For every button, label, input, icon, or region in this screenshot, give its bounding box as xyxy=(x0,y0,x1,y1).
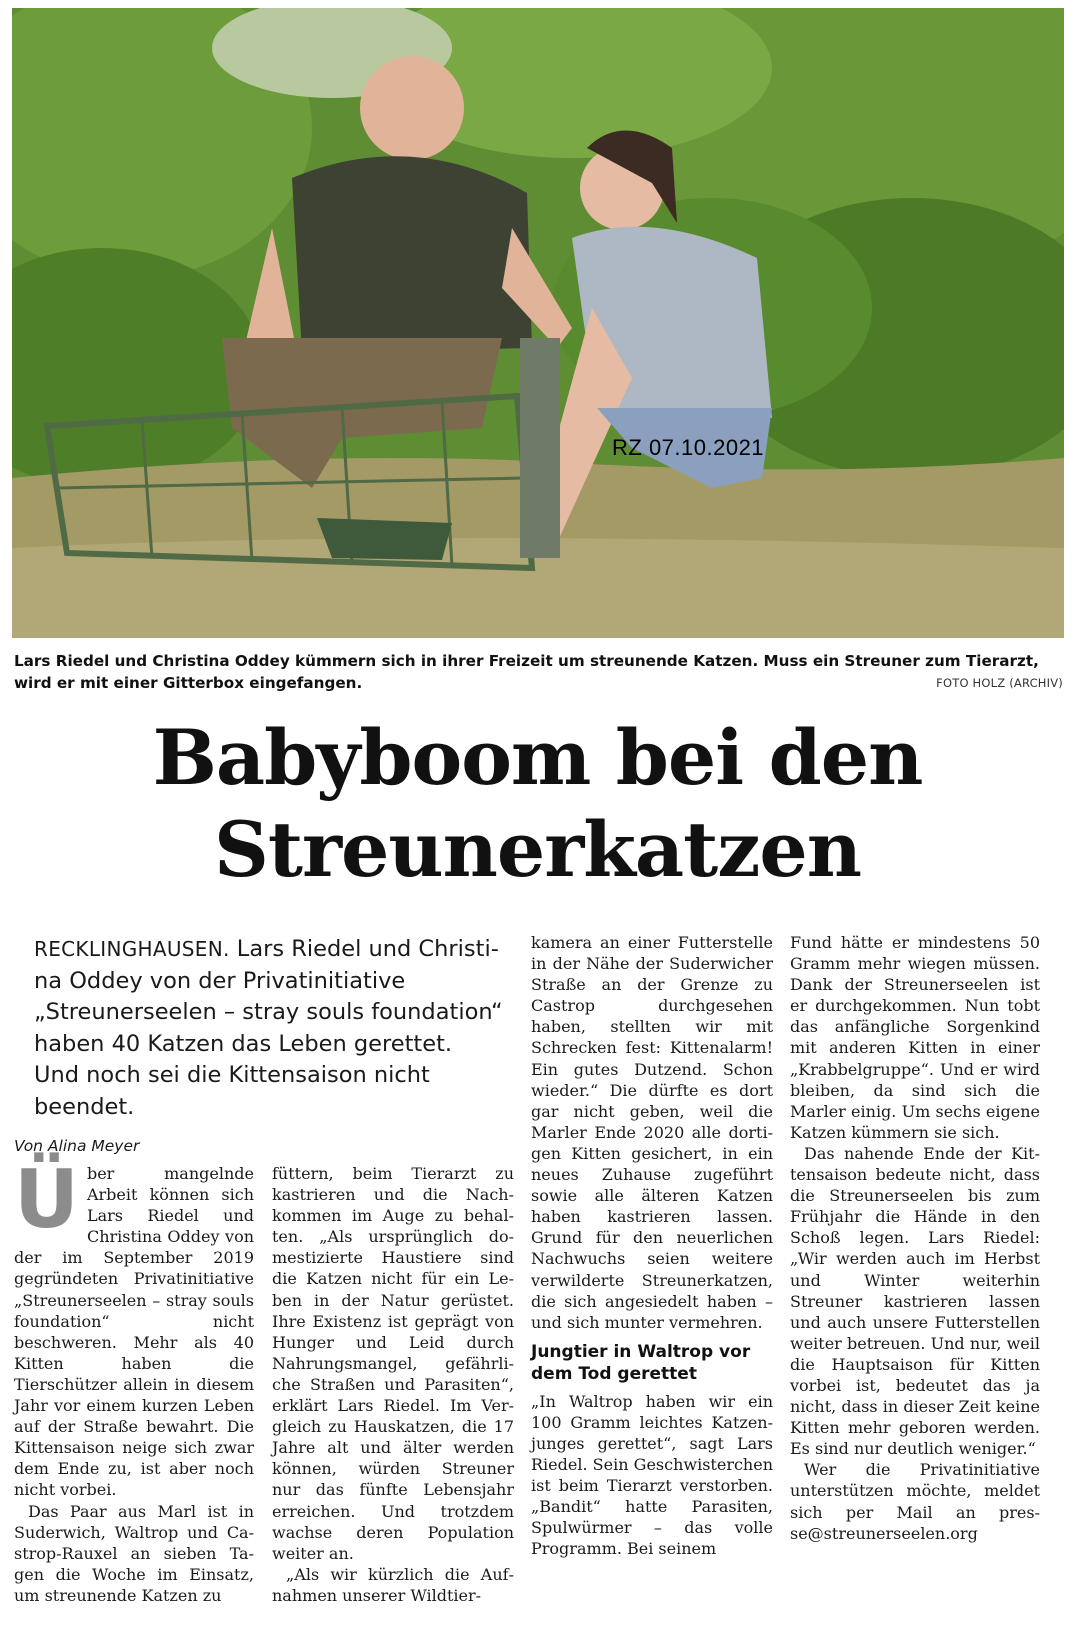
date-stamp: RZ 07.10.2021 xyxy=(612,435,765,460)
article-lead xyxy=(34,934,504,1123)
body-paragraph: Fund hätte er mindestens 50 Gramm mehr wiegen müssen. Dank der Streunerseelen ist er durchgekommen. Nun tobt das anfängliche Sorgenkind mit anderen Kitten in einer „Krabbelgruppe“. Und er wird bleiben, da sind sich die Marler einig. Um sechs eigene Katzen kümmern sie sich. xyxy=(790,933,1040,1142)
dateline: RECKLINGHAUSEN. xyxy=(34,937,230,961)
body-column-2 xyxy=(272,1163,514,1606)
article-photo xyxy=(12,8,1064,638)
author-byline: Von Alina Meyer xyxy=(14,1137,140,1155)
body-paragraph: Wer die Privatinitiative unterstützen möchte, meldet sich per Mail an presse@streunerseelen.org xyxy=(790,1460,1040,1543)
body-column-1 xyxy=(14,1153,254,1606)
body-paragraph: „Als wir kürzlich die Aufnahmen unserer Wildtier- xyxy=(272,1564,514,1605)
photo-illustration xyxy=(12,8,1064,638)
photo-caption: Lars Riedel und Christina Oddey kümmern sich in ihrer Freizeit um streunende Katzen. Muss ein Streuner zum Tierarzt, wird er mit einer Gitterbox eingefangen. xyxy=(14,652,1039,692)
photo-credit: FOTO HOLZ (ARCHIV) xyxy=(936,676,1063,690)
body-column-3 xyxy=(531,932,773,1560)
body-column-4 xyxy=(790,932,1040,1544)
body-paragraph: füttern, beim Tierarzt zu kastrieren und die Nachkommen im Auge zu behalten. „Als ursprünglich domestizierte Haustiere sind die Katzen nicht für ein Leben in der Natur gerüstet. Ihre Existenz ist geprägt von Hunger und Leid durch Nahrungsmangel, gefährliche Straßen und Parasiten“, erklärt Lars Riedel. Im Vergleich zu Hauskatzen, die 17 Jahre alt und älter werden können, würden Streuner nur das fünfte Lebensjahr erreichen. Und trotzdem wachse deren Population weiter an. xyxy=(272,1164,514,1563)
body-paragraph: kamera an einer Futterstelle in der Nähe der Suderwicher Straße an der Grenze zu Castrop durchgesehen haben, stellten wir mit Schrecken fest: Kittenalarm! Ein gutes Dutzend. Schon wieder.“ Die dürfte es dort gar nicht geben, weil die Marler Ende 2020 alle dortigen Kitten gesichert, in ein neues Zuhause zugeführt sowie alle älteren Katzen haben kastrieren lassen. Grund für den neuerlichen Nachwuchs seien weitere verwilderte Streunerkatzen, die sich angesiedelt haben – und sich munter vermehren. xyxy=(531,933,773,1332)
lead-text: Lars Riedel und Christina Oddey von der Privatinitiative „Streunerseelen – stray souls foundation“ haben 40 Katzen das Leben gerettet. Und noch sei die Kittensaison nicht beendet. xyxy=(34,936,503,1120)
body-paragraph: „In Waltrop haben wir ein 100 Gramm leichtes Katzenjunges gerettet“, sagt Lars Riedel. Sein Geschwisterchen ist beim Tierarzt verstorben. „Bandit“ hatte Parasiten, Spulwürmer – das volle Programm. Bei seinem xyxy=(531,1391,773,1559)
body-paragraph: Das nahende Ende der Kittensaison bedeute nicht, dass die Streunerseelen bis zum Frühjahr die Hände in den Schoß legen. Lars Riedel: „Wir werden auch im Herbst und Winter weiterhin Streuner kastrieren lassen und auch unsere Futterstellen weiter betreuen. Und nur, weil die Hauptsaison für Kitten vorbei ist, bedeutet das ja nicht, dass in dieser Zeit keine Kitten mehr geboren werden. Es sind nur deutlich weniger.“ xyxy=(790,1143,1040,1459)
body-paragraph xyxy=(14,1153,254,1501)
article-headline xyxy=(0,712,1075,896)
section-subhead: Jungtier in Waltrop vor dem Tod gerettet xyxy=(531,1341,751,1384)
paragraph-text: ber mangelnde Arbeit können sich Lars Riedel und Christina Oddey von der im September 2019 gegründeten Privatinitiative „Streunerseelen – stray souls foundation“ nicht beschweren. Mehr als 40 Kitten haben die Tierschützer allein in diesem Jahr vor einem kurzen Leben auf der Straße bewahrt. Die Kittensaison neige sich zwar dem Ende zu, ist aber noch nicht vorbei. xyxy=(14,1164,254,1500)
body-paragraph: Das Paar aus Marl ist in Suderwich, Waltrop und Castrop-Rauxel an sieben Tagen die Woche im Einsatz, um streunende Katzen zu xyxy=(14,1501,254,1605)
headline-line-2: Streunerkatzen xyxy=(213,805,862,894)
headline-line-1: Babyboom bei den xyxy=(152,713,923,802)
drop-cap: Ü xyxy=(14,1153,79,1246)
